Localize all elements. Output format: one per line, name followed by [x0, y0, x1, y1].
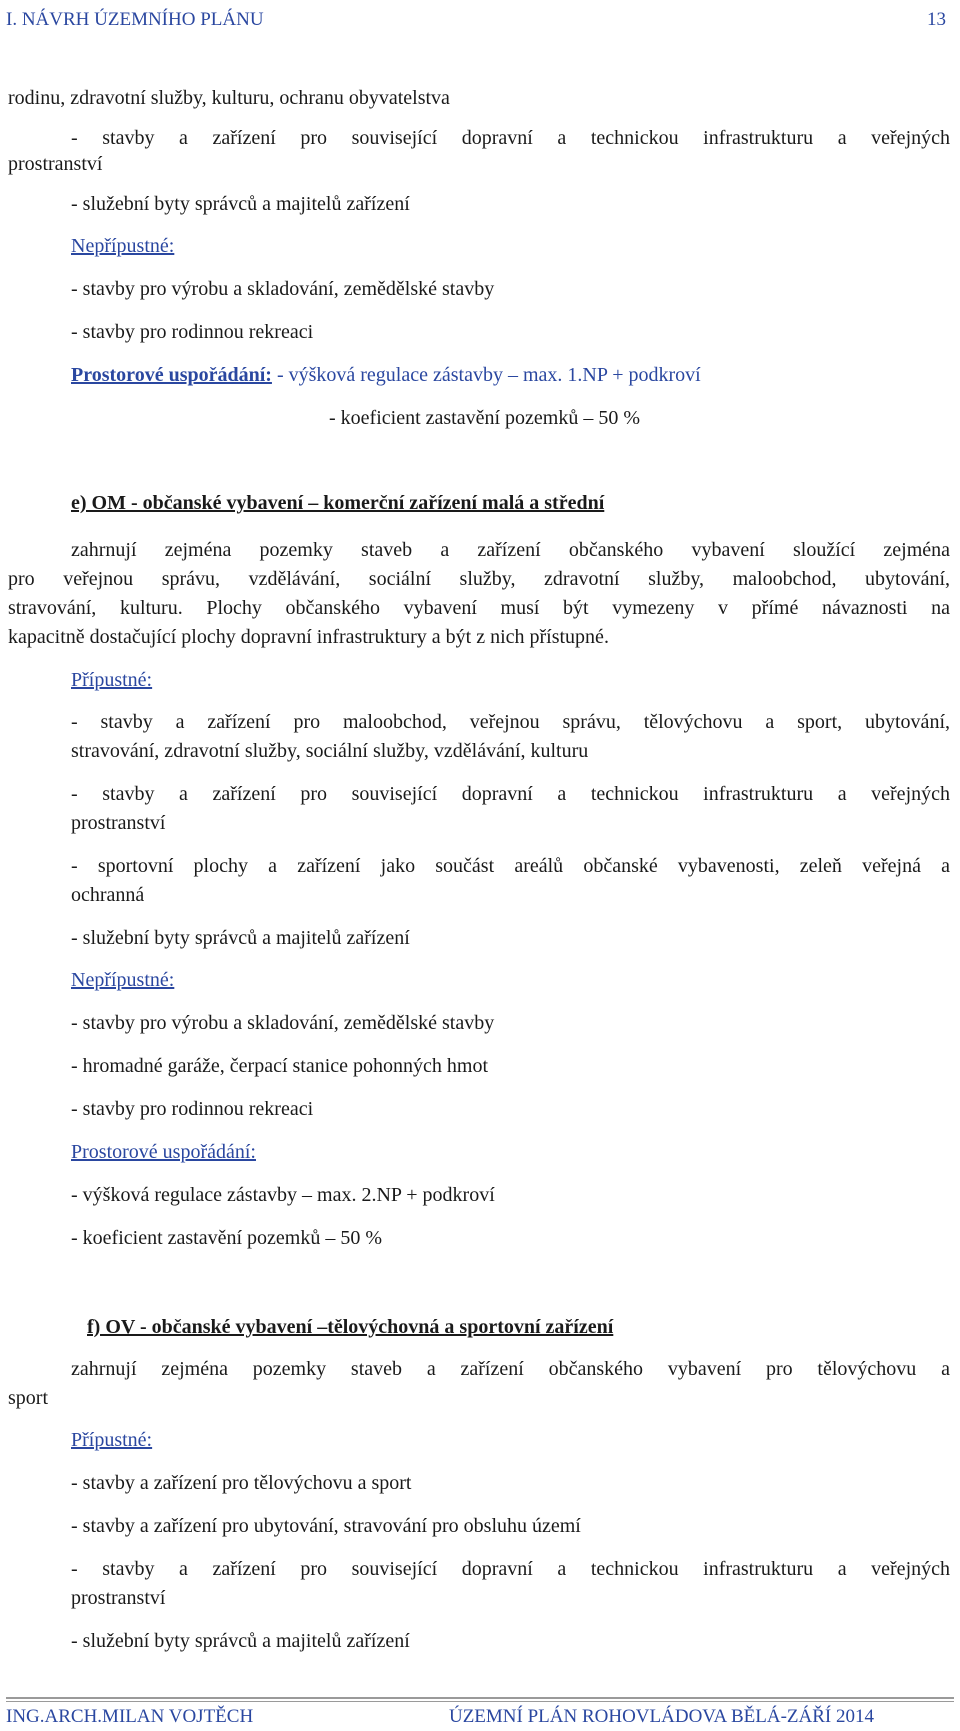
text-line: - stavby a zařízení pro související dopravní a technickou infrastrukturu a veřejných	[71, 1558, 950, 1580]
footer-divider	[6, 1697, 954, 1699]
text-line: - stavby pro rodinnou rekreaci	[71, 1098, 314, 1120]
text-line: - služební byty správců a majitelů zařízení	[71, 193, 410, 215]
spatial-arrangement-line	[71, 361, 950, 389]
pripustne-label: Přípustné:	[71, 1429, 153, 1451]
text-line: kapacitně dostačující plochy dopravní infrastruktury a být z nich přístupné.	[8, 626, 609, 648]
text-line: - hromadné garáže, čerpací stanice pohonných hmot	[71, 1055, 489, 1077]
text-line: - služební byty správců a majitelů zařízení	[71, 1630, 410, 1652]
text-span: - výšková regulace zástavby – max. 1.NP + podkroví	[271, 364, 701, 386]
prostorove-label: Prostorové uspořádání:	[71, 364, 272, 386]
text-line: - koeficient zastavění pozemků – 50 %	[71, 1227, 382, 1249]
nepripustne-label: Nepřípustné:	[71, 969, 175, 991]
text-line: - výšková regulace zástavby – max. 2.NP + podkroví	[71, 1184, 495, 1206]
text-line: stravování, zdravotní služby, sociální služby, vzdělávání, kulturu	[71, 740, 589, 762]
text-line: - stavby a zařízení pro související dopravní a technickou infrastrukturu a veřejných	[71, 127, 950, 149]
text-line: - stavby pro rodinnou rekreaci	[71, 321, 314, 343]
text-line: - stavby a zařízení pro maloobchod, veřejnou správu, tělovýchovu a sport, ubytování,	[71, 711, 950, 733]
text-line: - služební byty správců a majitelů zařízení	[71, 927, 410, 949]
document-title: I. NÁVRH ÚZEMNÍHO PLÁNU	[6, 9, 264, 30]
text-line: - stavby a zařízení pro související dopravní a technickou infrastrukturu a veřejných	[71, 783, 950, 805]
text-line: prostranství	[71, 1587, 166, 1609]
section-heading: e) OM - občanské vybavení – komerční zařízení malá a střední	[71, 492, 605, 514]
page-number: 13	[927, 9, 946, 30]
text-line: zahrnují zejména pozemky staveb a zařízení občanského vybavení pro tělovýchovu a	[71, 1358, 950, 1380]
text-line: - koeficient zastavění pozemků – 50 %	[329, 407, 640, 429]
text-line: ochranná	[71, 884, 145, 906]
text-line: - sportovní plochy a zařízení jako součást areálů občanské vybavenosti, zeleň veřejná a	[71, 855, 950, 877]
text-line: sport	[8, 1387, 48, 1409]
text-line: rodinu, zdravotní služby, kulturu, ochranu obyvatelstva	[8, 87, 450, 109]
pripustne-label: Přípustné:	[71, 669, 153, 691]
text-line: prostranství	[71, 812, 166, 834]
text-line: - stavby a zařízení pro ubytování, stravování pro obsluhu území	[71, 1515, 581, 1537]
footer-author: ING.ARCH.MILAN VOJTĚCH	[6, 1706, 254, 1727]
text-line: stravování, kulturu. Plochy občanského vybavení musí být vymezeny v přímé návaznosti na	[8, 597, 950, 619]
section-heading: f) OV - občanské vybavení –tělovýchovná a sportovní zařízení	[87, 1316, 614, 1338]
prostorove-label: Prostorové uspořádání:	[71, 1141, 256, 1163]
text-line: - stavby a zařízení pro tělovýchovu a sport	[71, 1472, 412, 1494]
text-line: - stavby pro výrobu a skladování, zemědělské stavby	[71, 278, 495, 300]
text-line: zahrnují zejména pozemky staveb a zařízení občanského vybavení sloužící zejména	[71, 539, 950, 561]
text-line: prostranství	[8, 153, 103, 175]
footer-divider	[6, 1701, 954, 1702]
nepripustne-label: Nepřípustné:	[71, 235, 175, 257]
footer-project: ÚZEMNÍ PLÁN ROHOVLÁDOVA BĚLÁ-ZÁŘÍ 2014	[448, 1706, 874, 1727]
text-line: - stavby pro výrobu a skladování, zemědělské stavby	[71, 1012, 495, 1034]
text-line: pro veřejnou správu, vzdělávání, sociální služby, zdravotní služby, maloobchod, ubytování,	[8, 568, 950, 590]
